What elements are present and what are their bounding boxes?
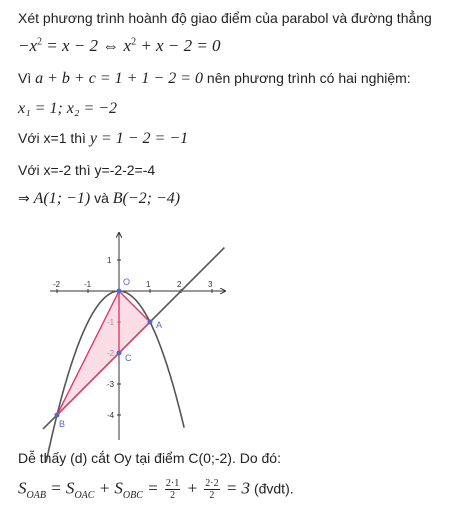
point-label-o: O [123,277,131,287]
l7-arrow: ⇒ [18,190,34,206]
point-o [117,289,122,294]
sub-oab: OAB [26,489,46,501]
point-b [55,413,60,418]
x-tick-label: 3 [208,280,213,289]
point-label-b: B [59,419,66,429]
frac2-den: 2 [209,490,215,501]
x-tick-label: -2 [53,280,61,289]
sub-oac: OAC [74,489,95,501]
frac1-num: 2·1 [165,478,180,489]
eq2-part-b: = x − 2 ⇔ x [42,36,132,55]
l3-post: nên phương trình có hai nghiệm: [203,70,411,86]
equation-line-2: $-x^2 = x - 2$ ⇔ $x^2 + x - 2 = 0$ [18,36,221,55]
sub-obc: OBC [122,489,143,501]
fraction-1 [165,478,180,501]
eq-part-3: = [142,478,163,498]
y-tick-label: -3 [107,380,115,389]
eq-part-4: + [182,478,203,498]
eq-part-2: + S [94,478,123,498]
x-tick-label: 1 [146,280,151,289]
l7-point-a: A(1; −1) [33,190,91,207]
eq-part-1: = S [45,478,75,498]
l3-math: a + b + c = 1 + 1 − 2 = 0 [35,70,204,87]
triangle-oab [57,291,150,415]
x-tick-label: -1 [84,280,92,289]
l3-pre: Vì [18,70,36,86]
l7-point-b: B(−2; −4) [112,190,181,207]
y-tick-label: 1 [107,256,112,265]
point-label-c: C [125,353,132,363]
frac2-num: 2·2 [205,478,219,489]
fraction-2 [204,478,219,501]
text-line-6: Với x=-2 thì y=-2-2=-4 [18,162,156,178]
l5-pre: Với x=1 thì [18,130,90,146]
frac1-den: 2 [170,490,176,501]
eq-result: = 3 [221,478,251,498]
x-tick-label: 2 [177,280,182,289]
point-label-a: A [156,320,163,330]
unit-label: (đvdt). [250,480,294,497]
l7-mid: và [90,190,113,206]
roots-line: x₁ = 1; x₂ = −2 [18,100,118,117]
text-line-1: Xét phương trình hoành độ giao điểm của parabol và đường thẳng [18,10,432,26]
l5-math: y = 1 − 2 = −1 [89,130,189,147]
eq2-part-c: + x − 2 = 0 [136,36,221,55]
eq2-part-a: −x [18,36,38,55]
y-tick-label: -4 [107,411,115,420]
point-c [117,351,122,356]
point-a [148,320,153,325]
area-equation [18,478,294,501]
text-line-8: Dễ thấy (d) cắt Oy tại điểm C(0;-2). Do đó: [18,450,281,466]
s-symbol-1: S [18,478,27,498]
